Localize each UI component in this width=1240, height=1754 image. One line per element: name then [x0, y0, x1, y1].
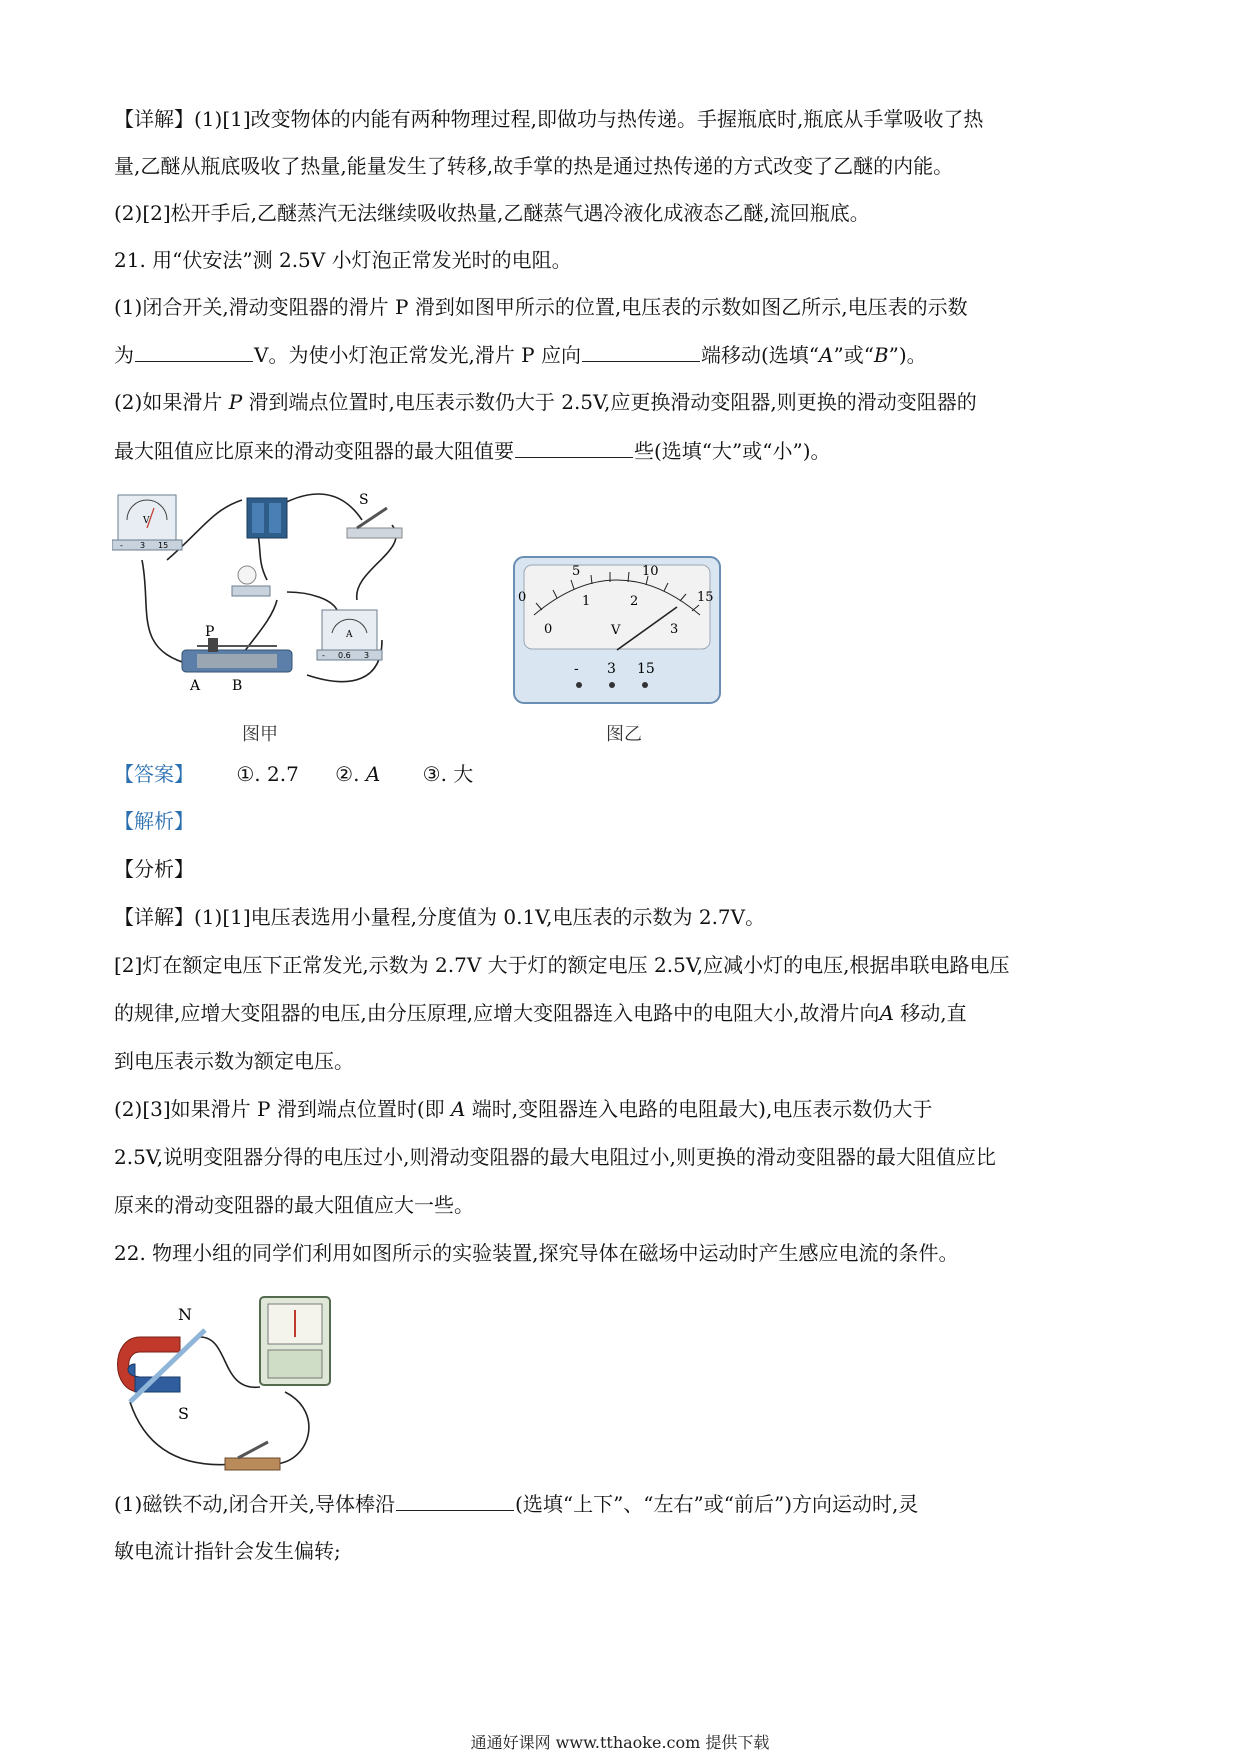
text: ”或“ — [833, 343, 874, 367]
text: B — [873, 343, 889, 367]
magnet-s-label: S — [178, 1404, 189, 1423]
text: A — [819, 343, 834, 367]
answer-blank[interactable] — [396, 1490, 514, 1511]
text: 滑到端点位置时,电压表示数仍大于 2.5V,应更换滑动变阻器,则更换的滑动变阻器的 — [242, 390, 977, 414]
battery-cell — [269, 503, 281, 533]
switch-base — [225, 1458, 280, 1470]
terminal-a-label: A — [190, 678, 201, 694]
wire — [142, 560, 192, 665]
bottom-tick-label: 0 — [544, 622, 553, 637]
answer-2 — [335, 762, 380, 786]
solution-line-4: 到电压表示数为额定电压。 — [114, 1049, 354, 1073]
text: (选填“上下”、“左右”或“前后”)方向运动时,灵 — [515, 1492, 919, 1516]
text: ②. — [335, 762, 366, 786]
text: (1)磁铁不动,闭合开关,导体棒沿 — [114, 1492, 396, 1516]
wire — [287, 592, 337, 610]
question-22-part1-line2: 敏电流计指针会发生偏转; — [114, 1539, 341, 1563]
text: 端时,变阻器连入电路的电阻最大),电压表示数仍大于 — [465, 1097, 933, 1121]
top-tick-label: 0 — [518, 590, 527, 605]
battery-cell — [252, 503, 264, 533]
terminal-b-label: B — [232, 678, 243, 694]
wire — [167, 500, 242, 560]
page-footer: 通通好课网 www.tthaoke.com 提供下载 — [470, 1733, 770, 1752]
question-22-part1-line1 — [114, 1490, 918, 1517]
switch-label: S — [359, 492, 369, 508]
question-22-title: 22. 物理小组的同学们利用如图所示的实验装置,探究导体在磁场中运动时产生感应电流的条件。 — [114, 1241, 959, 1265]
terminal — [576, 682, 582, 688]
terminal-label: - — [574, 661, 579, 677]
voltmeter-label: V — [143, 516, 150, 526]
solution-line-6: 2.5V,说明变阻器分得的电压过小,则滑动变阻器的最大电阻过小,则更换的滑动变阻器的最大阻值应比 — [114, 1145, 996, 1169]
slider-label: P — [205, 624, 215, 640]
voltmeter-terminal: 15 — [158, 541, 169, 550]
bulb — [238, 566, 256, 584]
terminal-label: 3 — [607, 661, 616, 677]
answer-blank[interactable] — [582, 341, 700, 362]
text: 最大阻值应比原来的滑动变阻器的最大阻值要 — [114, 439, 514, 463]
rheostat-slider — [208, 638, 218, 652]
question-21-part1-line1: (1)闭合开关,滑动变阻器的滑片 P 滑到如图甲所示的位置,电压表的示数如图乙所示,电压表的示数 — [114, 295, 968, 319]
detail-line-3: (2)[2]松开手后,乙醚蒸汽无法继续吸收热量,乙醚蒸气遇冷液化成液态乙醚,流回瓶底。 — [114, 201, 870, 225]
text: 的规律,应增大变阻器的电压,由分压原理,应增大变阻器连入电路中的电阻大小,故滑片向 — [114, 1001, 880, 1025]
question-21-part2-line1 — [114, 389, 977, 415]
top-tick-label: 5 — [572, 564, 581, 579]
ammeter-terminal: 3 — [364, 651, 370, 660]
fenxi-tag: 【分析】 — [114, 857, 194, 881]
answer-3: ③. 大 — [422, 762, 474, 786]
terminal — [642, 682, 648, 688]
bottom-tick-label: 1 — [582, 594, 591, 609]
text: A — [879, 1001, 894, 1025]
text: 端移动(选填“ — [700, 343, 820, 367]
figure-caption-jia: 图甲 — [242, 724, 278, 745]
detail-line-2: 量,乙醚从瓶底吸收了热量,能量发生了转移,故手掌的热是通过热传递的方式改变了乙醚的内能。 — [114, 154, 954, 178]
solution-line-1: 【详解】(1)[1]电压表选用小量程,分度值为 0.1V,电压表的示数为 2.7V。 — [114, 905, 766, 929]
figure-caption-yi: 图乙 — [606, 724, 642, 745]
top-tick-label: 15 — [697, 590, 714, 605]
wire — [200, 1337, 260, 1387]
bottom-tick-label: 2 — [630, 594, 639, 609]
rheostat-coil — [197, 654, 277, 668]
answer-tag: 【答案】 — [114, 762, 194, 786]
induction-figure — [110, 1292, 350, 1482]
top-tick-label: 10 — [642, 564, 659, 579]
text: V。为使小灯泡正常发光,滑片 P 应向 — [254, 343, 581, 367]
solution-line-5 — [114, 1096, 932, 1122]
unit-label: V — [611, 623, 621, 638]
ammeter-terminal: - — [322, 651, 325, 660]
ammeter-terminal: 0.6 — [338, 651, 351, 660]
question-21-title: 21. 用“伏安法”测 2.5V 小灯泡正常发光时的电阻。 — [114, 248, 572, 272]
question-21-part1-line2 — [114, 341, 927, 368]
switch-lever — [238, 1442, 268, 1458]
detail-line-1: 【详解】(1)[1]改变物体的内能有两种物理过程,即做功与热传递。手握瓶底时,瓶底从手掌吸收了热 — [114, 107, 984, 131]
text: ”)。 — [888, 343, 927, 367]
switch-base — [347, 528, 402, 538]
solution-line-7: 原来的滑动变阻器的最大阻值应大一些。 — [114, 1193, 474, 1217]
text: (2)如果滑片 — [114, 390, 229, 414]
text: A — [451, 1097, 466, 1121]
text: (2)[3]如果滑片 P 滑到端点位置时(即 — [114, 1097, 451, 1121]
solution-line-2: [2]灯在额定电压下正常发光,示数为 2.7V 大于灯的额定电压 2.5V,应减小灯的电压,根据串联电路电压 — [114, 953, 1010, 977]
answer-line — [114, 761, 473, 787]
bottom-tick-label: 3 — [670, 622, 679, 637]
ammeter-label: A — [346, 630, 353, 640]
circuit-figure — [112, 490, 442, 710]
text: 为 — [114, 343, 134, 367]
voltmeter-dial-figure — [512, 555, 722, 705]
magnet-n-label: N — [178, 1305, 192, 1324]
voltmeter-terminal: - — [120, 541, 123, 550]
text: 些(选填“大”或“小”)。 — [634, 439, 831, 463]
terminal — [609, 682, 615, 688]
answer-blank[interactable] — [515, 437, 633, 458]
bulb-base — [232, 586, 270, 596]
wire — [275, 1392, 309, 1464]
voltmeter-terminal: 3 — [140, 541, 146, 550]
text: A — [365, 762, 381, 786]
terminal-label: 15 — [637, 661, 655, 677]
solution-line-3 — [114, 1000, 967, 1026]
galvanometer-terminals — [268, 1350, 322, 1378]
answer-1: ①. 2.7 — [236, 762, 299, 786]
text: 移动,直 — [893, 1001, 967, 1025]
answer-blank[interactable] — [135, 341, 253, 362]
question-21-part2-line2 — [114, 437, 831, 464]
analysis-tag: 【解析】 — [114, 809, 194, 833]
text: P — [228, 390, 243, 414]
